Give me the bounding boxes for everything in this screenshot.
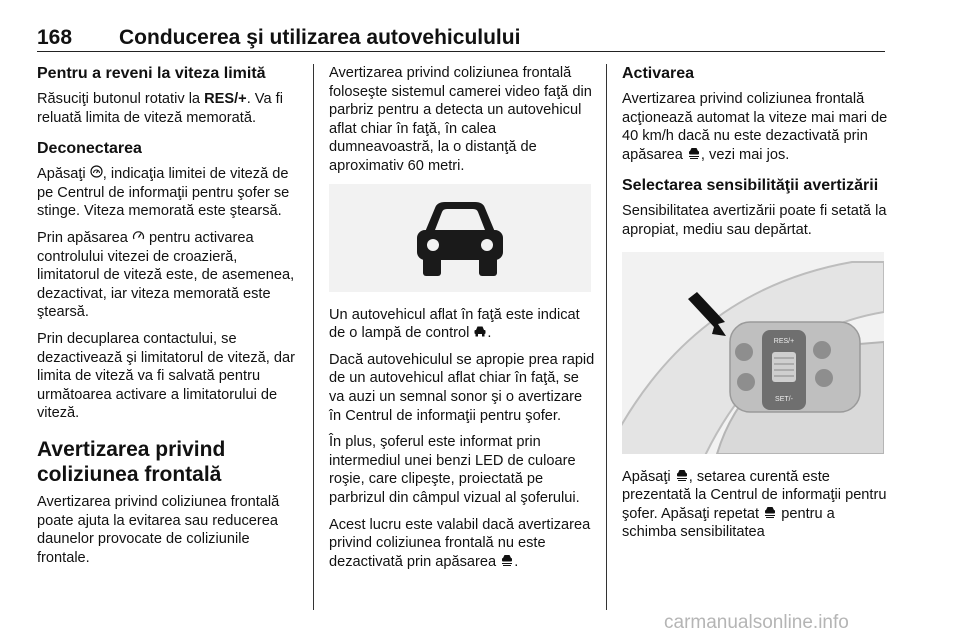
vehicle-ahead-icon bbox=[395, 188, 525, 288]
res-label: RES/+ bbox=[773, 337, 795, 345]
paragraph-press: Apăsaţi , setarea curentă este prezentată la Centrul de informaţii pentru şofer. Apăsaţi repetat pentru a schimba sensibilitatea bbox=[622, 468, 887, 541]
set-label: SET/- bbox=[775, 395, 793, 403]
paragraph-activation: Avertizarea privind coliziunea frontală acţionează automat la viteze mai mari de 40 km/h dacă nu este dezactivată prin apăsarea , vezi mai jos. bbox=[622, 91, 888, 163]
column-2 bbox=[329, 64, 597, 579]
collision-sensitivity-icon bbox=[687, 146, 701, 165]
vehicle-ahead-figure bbox=[329, 184, 591, 292]
chapter-title: Conducerea şi utilizarea autovehiculului bbox=[119, 26, 521, 49]
heading-disconnect: Deconectarea bbox=[37, 140, 142, 158]
res-plus-label: RES/+ bbox=[204, 91, 247, 107]
column-divider-2 bbox=[606, 64, 607, 610]
paragraph-indicator: Un autovehicul aflat în faţă este indicat de o lampă de control . bbox=[329, 306, 580, 342]
collision-sensitivity-icon bbox=[675, 468, 689, 487]
paragraph-disconnect-1: Apăsaţi , indicaţia limitei de viteză de pe Centrul de informaţii pentru şofer se stinge. Viteza memorată este ştearsă. bbox=[37, 166, 290, 220]
paragraph-led: În plus, şoferul este informat prin intermediul unei benzi LED de culoare roşie, care clipeşte, proiectată pe parbrizul din câmpul vizual al şoferului. bbox=[329, 434, 580, 506]
cruise-control-icon bbox=[132, 229, 145, 248]
watermark: carmanualsonline.info bbox=[664, 612, 849, 633]
page-header bbox=[37, 26, 885, 54]
paragraph-fcw-intro: Avertizarea privind coliziunea frontală poate ajuta la evitarea sau reducerea daunelor provocate de coliziunile frontale. bbox=[37, 493, 280, 566]
heading-sensitivity: Selectarea sensibilităţii avertizării bbox=[622, 177, 879, 195]
paragraph-disconnect-2: Prin apăsarea pentru activarea controlului vitezei de croazieră, limitatorul de viteză este, de asemenea, dezactivat, iar viteza memorată este ştearsă. bbox=[37, 229, 295, 321]
heading-return-speed-limit: Pentru a reveni la viteza limită bbox=[37, 65, 266, 82]
paragraph-camera: Avertizarea privind coliziunea frontală foloseşte sistemul camerei video faţă din parbriz pentru a detecta un autovehicul aflat chiar în faţă, în calea dumneavoastră, la o distanţă de aproximativ 60 metri. bbox=[329, 65, 592, 174]
paragraph-disconnect-3: Prin decuplarea contactului, se dezactivează şi limitatorul de viteză, dar limita de viteză va fi salvată pentru următoarea activare a limitatorului de viteză. bbox=[37, 330, 295, 422]
column-3 bbox=[622, 64, 890, 550]
header-rule bbox=[37, 51, 885, 52]
collision-sensitivity-icon bbox=[500, 553, 514, 572]
speed-limiter-icon bbox=[90, 165, 103, 184]
heading-activation: Activarea bbox=[622, 65, 695, 82]
paragraph-approach: Dacă autovehiculul se apropie prea rapid de un autovehicul aflat chiar în faţă, se va auzi un semnal sonor şi o avertizare în Centrul de informaţii pentru şofer. bbox=[329, 351, 595, 424]
heading-forward-collision-warning: Avertizarea privind coliziunea frontală bbox=[37, 437, 226, 486]
vehicle-ahead-small-icon bbox=[473, 324, 487, 343]
collision-sensitivity-icon bbox=[763, 505, 777, 524]
paragraph-return: Răsuciţi butonul rotativ la RES/+. Va fi reluată limita de viteză memorată. bbox=[37, 91, 283, 126]
column-divider-1 bbox=[313, 64, 314, 610]
page-number: 168 bbox=[37, 26, 73, 49]
paragraph-sensitivity: Sensibilitatea avertizării poate fi setată la apropiat, mediu sau depărtat. bbox=[622, 203, 887, 238]
steering-wheel-figure bbox=[622, 252, 884, 454]
column-1 bbox=[37, 64, 299, 575]
paragraph-valid: Acest lucru este valabil dacă avertizarea privind coliziunea frontală nu este dezactivată prin apăsarea . bbox=[329, 516, 591, 570]
